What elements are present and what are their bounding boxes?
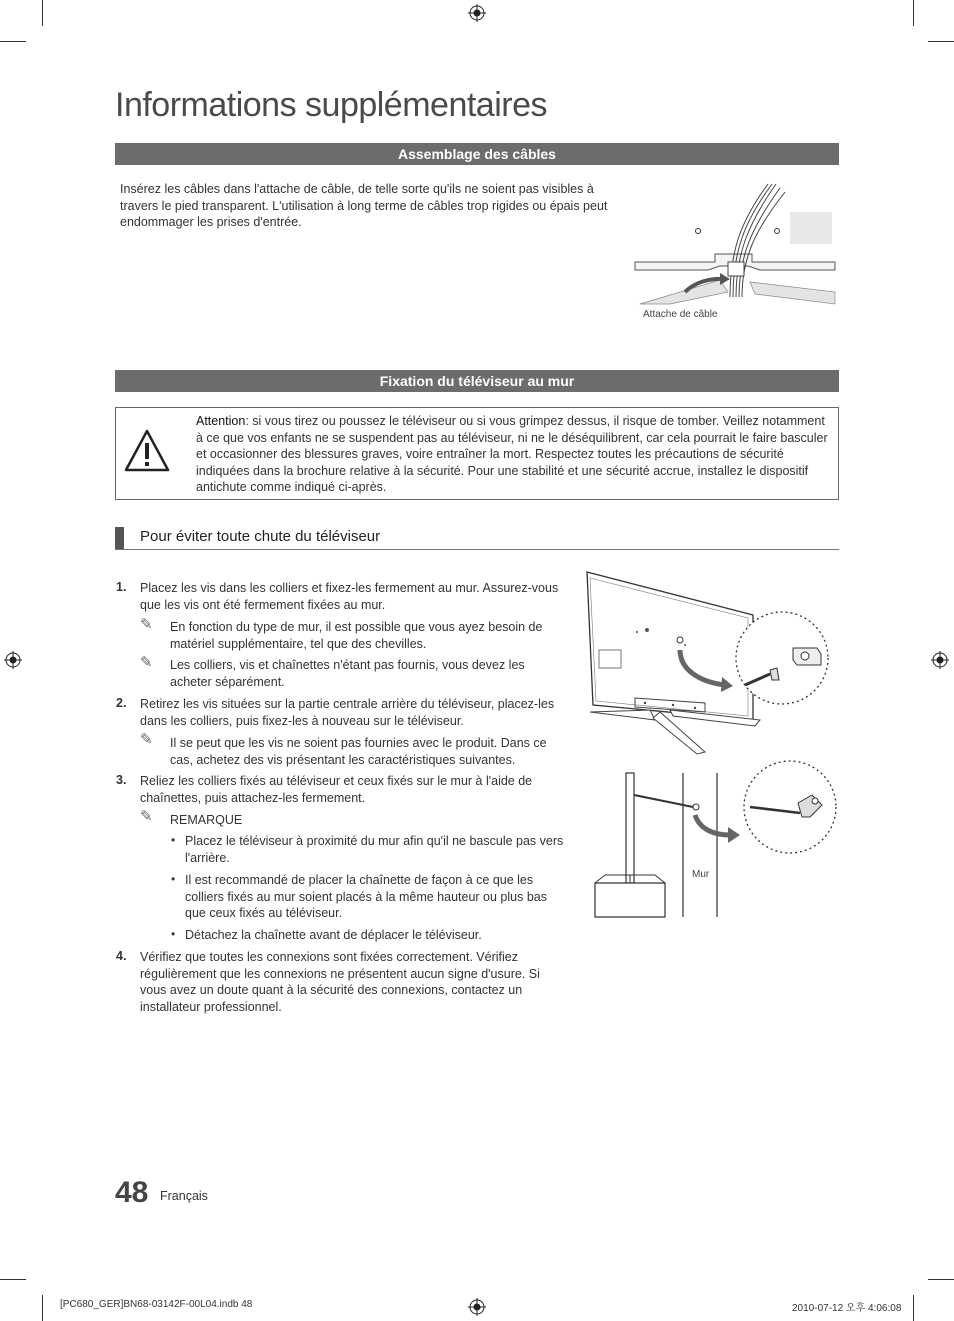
- crop-mark: [928, 1279, 954, 1280]
- bullet-point: •: [171, 927, 176, 941]
- crop-mark: [0, 1279, 26, 1280]
- registration-mark-icon: [931, 651, 949, 669]
- print-slug-date: 2010-07-12 오후 4:06:08: [792, 1303, 902, 1314]
- crop-mark: [0, 41, 26, 42]
- tv-wall-side-illustration: [590, 755, 840, 920]
- footer-language: Français: [160, 1189, 208, 1203]
- crop-mark: [913, 0, 914, 26]
- bullet-text: Détachez la chaînette avant de déplacer le téléviseur.: [185, 928, 482, 942]
- crop-mark: [42, 1295, 43, 1321]
- note-text: Il se peut que les vis ne soient pas fournies avec le produit. Dans ce cas, achetez des vis présentant les caractéristiques suivantes.: [170, 736, 547, 767]
- subsection-title: Pour éviter toute chute du téléviseur: [140, 528, 381, 545]
- step-number: 3.: [116, 773, 127, 787]
- caution-body: : si vous tirez ou poussez le téléviseur ou si vous grimpez dessus, il risque de tomber. Veillez notamment à ce que vos enfants ne se suspendent pas au téléviseur, ni ne le déséquilibrent, car cela pourrait le faire basculer et occasionner des blessures graves, voire entraîner la mort. Respectez toutes les précautions de sécurité indiquées dans la brochure relative à la sécurité. Pour une stabilité et une sécurité accrue, installez le dispositif antichute comme indiqué ci-après.: [196, 414, 828, 494]
- bullet-point: •: [171, 833, 176, 847]
- step-text: Vérifiez que toutes les connexions sont fixées correctement. Vérifiez régulièrement que les connexions ne présentent aucun signe d'usure. Si vous avez un doute quant à la sécurité des connexions, contactez un installateur professionnel.: [140, 950, 540, 1014]
- step-text: Reliez les colliers fixés au téléviseur et ceux fixés sur le mur à l'aide de chaînettes, puis attachez-les fermement.: [140, 774, 533, 805]
- page-title: Informations supplémentaires: [115, 86, 548, 124]
- step-text: Placez les vis dans les colliers et fixez-les fermement au mur. Assurez-vous que les vis ont été fermement fixées au mur.: [140, 581, 559, 612]
- pencil-note-icon: ✎: [140, 808, 153, 825]
- section-header-wall-mount: Fixation du téléviseur au mur: [115, 370, 839, 392]
- subsection-marker: [115, 527, 124, 549]
- print-slug-file: [PC680_GER]BN68-03142F-00L04.indb 48: [60, 1299, 253, 1310]
- warning-triangle-icon: [123, 428, 171, 474]
- caution-box: [115, 407, 839, 500]
- crop-mark: [928, 41, 954, 42]
- remark-label: REMARQUE: [170, 813, 243, 827]
- registration-mark-icon: [4, 651, 22, 669]
- page-number: 48: [115, 1176, 149, 1209]
- bullet-text: Il est recommandé de placer la chaînette de façon à ce que les colliers fixés au mur soient placés à la même hauteur ou plus bas que ceux fixés au téléviseur.: [185, 873, 547, 920]
- note-text: En fonction du type de mur, il est possible que vous ayez besoin de matériel supplémentaire, tel que des chevilles.: [170, 620, 543, 651]
- cable-tie-caption: Attache de câble: [643, 309, 718, 320]
- pencil-note-icon: ✎: [140, 654, 153, 671]
- pencil-note-icon: ✎: [140, 616, 153, 633]
- wall-label: Mur: [692, 869, 710, 880]
- bullet-text: Placez le téléviseur à proximité du mur afin qu'il ne bascule pas vers l'arrière.: [185, 834, 564, 865]
- step-number: 1.: [116, 580, 127, 594]
- step-number: 2.: [116, 696, 127, 710]
- cable-assembly-text: Insérez les câbles dans l'attache de câble, de telle sorte qu'ils ne soient pas visibles à travers le pied transparent. L'utilisation à long terme de câbles trop rigides ou épais peut endommager les prises d'entrée.: [120, 182, 608, 229]
- registration-mark-icon: [468, 1298, 486, 1316]
- section-header-cable-assembly: Assemblage des câbles: [115, 143, 839, 165]
- bullet-point: •: [171, 872, 176, 886]
- tv-back-bracket-illustration: [585, 570, 840, 755]
- step-text: Retirez les vis situées sur la partie centrale arrière du téléviseur, placez-les dans les colliers, puis fixez-les à nouveau sur le téléviseur.: [140, 697, 555, 728]
- crop-mark: [42, 0, 43, 26]
- cable-tie-illustration: [630, 182, 840, 307]
- pencil-note-icon: ✎: [140, 731, 153, 748]
- caution-label: Attention: [196, 414, 246, 428]
- note-text: Les colliers, vis et chaînettes n'étant pas fournis, vous devez les acheter séparément.: [170, 658, 525, 689]
- subsection-header: [115, 527, 839, 550]
- crop-mark: [913, 1295, 914, 1321]
- registration-mark-icon: [468, 4, 486, 22]
- caution-text: [196, 413, 830, 496]
- step-number: 4.: [116, 949, 127, 963]
